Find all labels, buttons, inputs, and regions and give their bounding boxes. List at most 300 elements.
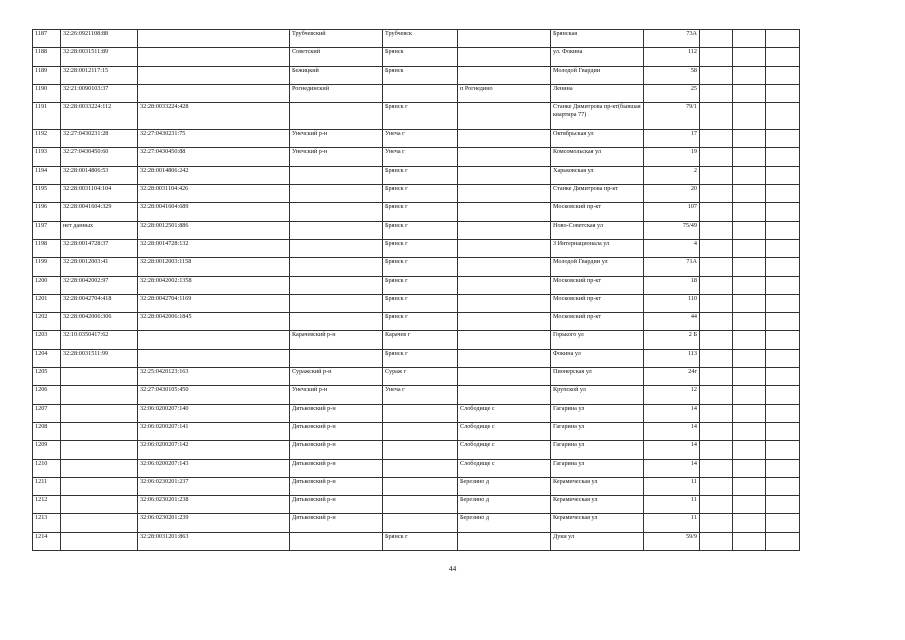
locality-cell [458, 294, 551, 312]
cadastral-number-cell [61, 496, 138, 514]
table-row [33, 203, 800, 221]
city-cell: Трубчевск [383, 30, 458, 48]
house-cell: 79/1 [644, 103, 700, 130]
empty-cell [700, 514, 733, 532]
empty-cell [700, 48, 733, 66]
row-number-cell: 1213 [33, 514, 61, 532]
cadastral-number-2-cell [138, 66, 290, 84]
cadastral-number-cell: 32:28:0012117:15 [61, 66, 138, 84]
empty-cell [766, 84, 800, 102]
empty-cell [700, 368, 733, 386]
empty-cell [733, 48, 766, 66]
house-cell: 14 [644, 459, 700, 477]
empty-cell [700, 459, 733, 477]
empty-cell [766, 221, 800, 239]
cadastral-number-2-cell: 32:28:0042006:1845 [138, 313, 290, 331]
city-cell: Брянск г [383, 166, 458, 184]
street-cell: Станке Димитрова пр-кт(бывшая квартира 77) [551, 103, 644, 130]
table-row [33, 532, 800, 550]
cadastral-number-2-cell: 32:28:0031201:863 [138, 532, 290, 550]
locality-cell [458, 103, 551, 130]
house-cell: 71А [644, 258, 700, 276]
table-row [33, 386, 800, 404]
house-cell: 58 [644, 66, 700, 84]
cadastral-number-cell: 32:28:0042002:97 [61, 276, 138, 294]
empty-cell [733, 148, 766, 166]
table-row [33, 148, 800, 166]
house-cell: 11 [644, 496, 700, 514]
locality-cell: Березино д [458, 496, 551, 514]
house-cell: 75/49 [644, 221, 700, 239]
empty-cell [733, 30, 766, 48]
locality-cell [458, 368, 551, 386]
cadastral-number-cell: 32:27:0430231:28 [61, 130, 138, 148]
row-number-cell: 1198 [33, 239, 61, 257]
row-number-cell: 1202 [33, 313, 61, 331]
empty-cell [700, 496, 733, 514]
table-row [33, 496, 800, 514]
registry-table-body [33, 30, 800, 551]
locality-cell [458, 130, 551, 148]
district-cell: Дятьковский р-н [290, 404, 383, 422]
cadastral-number-cell [61, 459, 138, 477]
table-row [33, 239, 800, 257]
house-cell: 17 [644, 130, 700, 148]
district-cell: Унечский р-н [290, 130, 383, 148]
cadastral-number-cell: 32:28:0031104:104 [61, 185, 138, 203]
district-cell: Советский [290, 48, 383, 66]
empty-cell [733, 386, 766, 404]
cadastral-number-cell: 32:28:0014728:37 [61, 239, 138, 257]
cadastral-number-2-cell: 32:06:0200207:142 [138, 441, 290, 459]
locality-cell: Слободище с [458, 404, 551, 422]
cadastral-number-cell: 32:27:0430450:60 [61, 148, 138, 166]
empty-cell [733, 294, 766, 312]
cadastral-number-2-cell [138, 48, 290, 66]
street-cell: Брянская [551, 30, 644, 48]
table-row [33, 514, 800, 532]
empty-cell [700, 148, 733, 166]
cadastral-number-2-cell [138, 84, 290, 102]
street-cell: 3 Интернационала ул [551, 239, 644, 257]
street-cell: Гагарина ул [551, 404, 644, 422]
row-number-cell: 1194 [33, 166, 61, 184]
locality-cell [458, 331, 551, 349]
row-number-cell: 1191 [33, 103, 61, 130]
house-cell: 107 [644, 203, 700, 221]
city-cell: Брянск г [383, 532, 458, 550]
empty-cell [766, 313, 800, 331]
cadastral-number-2-cell: 32:28:0033224:428 [138, 103, 290, 130]
empty-cell [700, 130, 733, 148]
cadastral-number-2-cell: 32:28:0041604:689 [138, 203, 290, 221]
table-row [33, 130, 800, 148]
city-cell [383, 477, 458, 495]
house-cell: 4 [644, 239, 700, 257]
row-number-cell: 1197 [33, 221, 61, 239]
house-cell: 113 [644, 349, 700, 367]
empty-cell [700, 203, 733, 221]
cadastral-number-cell [61, 422, 138, 440]
empty-cell [766, 130, 800, 148]
house-cell: 14 [644, 422, 700, 440]
street-cell: Ново-Советская ул [551, 221, 644, 239]
empty-cell [733, 66, 766, 84]
empty-cell [766, 103, 800, 130]
cadastral-number-2-cell: 32:06:0230201:239 [138, 514, 290, 532]
empty-cell [733, 221, 766, 239]
house-cell: 44 [644, 313, 700, 331]
table-row [33, 441, 800, 459]
cadastral-number-2-cell: 32:06:0200207:143 [138, 459, 290, 477]
cadastral-number-2-cell: 32:06:0230201:237 [138, 477, 290, 495]
cadastral-number-cell [61, 514, 138, 532]
district-cell: Рогнединский [290, 84, 383, 102]
street-cell: Комсомольская ул [551, 148, 644, 166]
empty-cell [766, 239, 800, 257]
house-cell: 14 [644, 441, 700, 459]
locality-cell [458, 221, 551, 239]
empty-cell [733, 422, 766, 440]
locality-cell [458, 203, 551, 221]
empty-cell [700, 294, 733, 312]
locality-cell: Березино д [458, 514, 551, 532]
empty-cell [733, 496, 766, 514]
table-row [33, 84, 800, 102]
table-row [33, 185, 800, 203]
cadastral-number-2-cell [138, 30, 290, 48]
table-row [33, 331, 800, 349]
street-cell: Молодой Гвардии [551, 66, 644, 84]
district-cell [290, 294, 383, 312]
locality-cell [458, 30, 551, 48]
cadastral-number-2-cell: 32:28:0042704:1169 [138, 294, 290, 312]
row-number-cell: 1193 [33, 148, 61, 166]
table-row [33, 294, 800, 312]
district-cell: Дятьковский р-н [290, 459, 383, 477]
cadastral-number-2-cell: 32:28:0012501:886 [138, 221, 290, 239]
cadastral-number-2-cell [138, 331, 290, 349]
city-cell: Брянск г [383, 276, 458, 294]
page-number: 44 [448, 564, 457, 573]
empty-cell [700, 221, 733, 239]
locality-cell [458, 185, 551, 203]
street-cell: Фокина ул [551, 349, 644, 367]
district-cell [290, 532, 383, 550]
city-cell [383, 496, 458, 514]
city-cell [383, 84, 458, 102]
row-number-cell: 1204 [33, 349, 61, 367]
locality-cell: п Рогнедино [458, 84, 551, 102]
empty-cell [766, 258, 800, 276]
row-number-cell: 1212 [33, 496, 61, 514]
empty-cell [733, 349, 766, 367]
house-cell: 112 [644, 48, 700, 66]
empty-cell [733, 441, 766, 459]
city-cell [383, 441, 458, 459]
city-cell [383, 459, 458, 477]
row-number-cell: 1205 [33, 368, 61, 386]
row-number-cell: 1211 [33, 477, 61, 495]
house-cell: 14 [644, 404, 700, 422]
locality-cell [458, 386, 551, 404]
empty-cell [700, 276, 733, 294]
city-cell [383, 404, 458, 422]
street-cell: Керамическая ул [551, 477, 644, 495]
street-cell: Московский пр-кт [551, 313, 644, 331]
street-cell: Гагарина ул [551, 422, 644, 440]
house-cell: 11 [644, 477, 700, 495]
cadastral-number-2-cell: 32:28:0031104:426 [138, 185, 290, 203]
empty-cell [700, 84, 733, 102]
district-cell: Бежицкий [290, 66, 383, 84]
empty-cell [766, 276, 800, 294]
empty-cell [700, 404, 733, 422]
district-cell [290, 349, 383, 367]
cadastral-number-2-cell [138, 349, 290, 367]
cadastral-number-2-cell: 32:27:0430450:88 [138, 148, 290, 166]
locality-cell [458, 239, 551, 257]
cadastral-number-cell [61, 368, 138, 386]
cadastral-number-2-cell: 32:06:0200207:141 [138, 422, 290, 440]
empty-cell [700, 349, 733, 367]
cadastral-number-cell [61, 532, 138, 550]
empty-cell [733, 331, 766, 349]
table-row [33, 48, 800, 66]
empty-cell [733, 103, 766, 130]
house-cell: 11 [644, 514, 700, 532]
empty-cell [733, 239, 766, 257]
empty-cell [766, 477, 800, 495]
locality-cell [458, 166, 551, 184]
cadastral-number-2-cell: 32:06:0200207:140 [138, 404, 290, 422]
empty-cell [700, 477, 733, 495]
district-cell [290, 203, 383, 221]
empty-cell [766, 203, 800, 221]
locality-cell [458, 349, 551, 367]
empty-cell [733, 313, 766, 331]
street-cell: Керамическая ул [551, 496, 644, 514]
empty-cell [700, 386, 733, 404]
empty-cell [766, 386, 800, 404]
locality-cell: Слободище с [458, 459, 551, 477]
empty-cell [766, 532, 800, 550]
cadastral-number-cell: 32:28:0041604:329 [61, 203, 138, 221]
table-row [33, 477, 800, 495]
table-row [33, 313, 800, 331]
cadastral-number-cell: 32:28:0031511:99 [61, 349, 138, 367]
cadastral-number-cell [61, 386, 138, 404]
street-cell: Октябрьская ул [551, 130, 644, 148]
locality-cell [458, 313, 551, 331]
empty-cell [766, 166, 800, 184]
empty-cell [766, 349, 800, 367]
city-cell: Брянск г [383, 294, 458, 312]
house-cell: 73А [644, 30, 700, 48]
table-row [33, 422, 800, 440]
locality-cell [458, 48, 551, 66]
city-cell: Брянск г [383, 239, 458, 257]
district-cell [290, 258, 383, 276]
locality-cell: Слободище с [458, 422, 551, 440]
district-cell [290, 239, 383, 257]
row-number-cell: 1206 [33, 386, 61, 404]
locality-cell [458, 66, 551, 84]
city-cell: Брянск г [383, 103, 458, 130]
empty-cell [733, 258, 766, 276]
empty-cell [733, 514, 766, 532]
row-number-cell: 1210 [33, 459, 61, 477]
city-cell: Брянск г [383, 221, 458, 239]
row-number-cell: 1189 [33, 66, 61, 84]
street-cell: ул. Фокина [551, 48, 644, 66]
city-cell: Унеча г [383, 130, 458, 148]
empty-cell [733, 368, 766, 386]
house-cell: 25 [644, 84, 700, 102]
district-cell: Суражский р-н [290, 368, 383, 386]
table-row [33, 349, 800, 367]
street-cell: Ленина [551, 84, 644, 102]
row-number-cell: 1195 [33, 185, 61, 203]
empty-cell [733, 203, 766, 221]
cadastral-number-cell: 32:28:0042704:418 [61, 294, 138, 312]
row-number-cell: 1208 [33, 422, 61, 440]
locality-cell [458, 148, 551, 166]
empty-cell [700, 185, 733, 203]
cadastral-number-2-cell: 32:06:0230201:238 [138, 496, 290, 514]
table-row [33, 103, 800, 130]
table-row [33, 66, 800, 84]
house-cell: 18 [644, 276, 700, 294]
city-cell: Унеча г [383, 148, 458, 166]
city-cell: Брянск [383, 66, 458, 84]
cadastral-number-cell: 32:28:0033224:112 [61, 103, 138, 130]
empty-cell [766, 294, 800, 312]
cadastral-number-2-cell: 32:28:0014806:242 [138, 166, 290, 184]
empty-cell [766, 441, 800, 459]
table-row [33, 258, 800, 276]
district-cell: Унечский р-н [290, 386, 383, 404]
street-cell: Горького ул [551, 331, 644, 349]
table-row [33, 368, 800, 386]
street-cell: Дуки ул [551, 532, 644, 550]
street-cell: Московский пр-кт [551, 203, 644, 221]
empty-cell [733, 166, 766, 184]
row-number-cell: 1201 [33, 294, 61, 312]
row-number-cell: 1200 [33, 276, 61, 294]
district-cell [290, 103, 383, 130]
registry-table [32, 29, 800, 551]
district-cell [290, 185, 383, 203]
empty-cell [700, 103, 733, 130]
city-cell: Брянск [383, 48, 458, 66]
locality-cell [458, 258, 551, 276]
street-cell: Гагарина ул [551, 441, 644, 459]
row-number-cell: 1190 [33, 84, 61, 102]
empty-cell [700, 66, 733, 84]
city-cell: Брянск г [383, 349, 458, 367]
district-cell [290, 221, 383, 239]
street-cell: Пионерская ул [551, 368, 644, 386]
cadastral-number-cell: 32:21:0090103:37 [61, 84, 138, 102]
empty-cell [700, 239, 733, 257]
empty-cell [700, 441, 733, 459]
empty-cell [700, 30, 733, 48]
row-number-cell: 1187 [33, 30, 61, 48]
row-number-cell: 1192 [33, 130, 61, 148]
district-cell [290, 166, 383, 184]
table-row [33, 459, 800, 477]
house-cell: 2 Б [644, 331, 700, 349]
house-cell: 110 [644, 294, 700, 312]
city-cell [383, 422, 458, 440]
street-cell: Станке Димитрова пр-кт [551, 185, 644, 203]
cadastral-number-2-cell: 32:27:0430105:450 [138, 386, 290, 404]
row-number-cell: 1199 [33, 258, 61, 276]
empty-cell [766, 422, 800, 440]
empty-cell [733, 532, 766, 550]
row-number-cell: 1203 [33, 331, 61, 349]
table-row [33, 221, 800, 239]
table-row [33, 276, 800, 294]
district-cell: Дятьковский р-н [290, 441, 383, 459]
empty-cell [766, 404, 800, 422]
cadastral-number-2-cell: 32:28:0012003:1158 [138, 258, 290, 276]
empty-cell [766, 48, 800, 66]
street-cell: Крупской ул [551, 386, 644, 404]
district-cell: Трубчевский [290, 30, 383, 48]
empty-cell [766, 185, 800, 203]
cadastral-number-cell: 32:26:0921108:88 [61, 30, 138, 48]
empty-cell [766, 148, 800, 166]
empty-cell [766, 514, 800, 532]
city-cell: Унеча г [383, 386, 458, 404]
table-row [33, 166, 800, 184]
city-cell: Карачев г [383, 331, 458, 349]
house-cell: 12 [644, 386, 700, 404]
street-cell: Гагарина ул [551, 459, 644, 477]
empty-cell [766, 459, 800, 477]
house-cell: 59/9 [644, 532, 700, 550]
empty-cell [733, 130, 766, 148]
cadastral-number-2-cell: 32:27:0430231:75 [138, 130, 290, 148]
cadastral-number-cell: 32:28:0012003:41 [61, 258, 138, 276]
row-number-cell: 1188 [33, 48, 61, 66]
row-number-cell: 1214 [33, 532, 61, 550]
city-cell: Брянск г [383, 203, 458, 221]
district-cell: Дятьковский р-н [290, 477, 383, 495]
empty-cell [700, 313, 733, 331]
street-cell: Молодой Гвардии ул [551, 258, 644, 276]
empty-cell [700, 532, 733, 550]
city-cell: Сураж г [383, 368, 458, 386]
district-cell: Дятьковский р-н [290, 496, 383, 514]
empty-cell [733, 459, 766, 477]
empty-cell [766, 331, 800, 349]
cadastral-number-cell: 32:28:0042006:306 [61, 313, 138, 331]
house-cell: 24г [644, 368, 700, 386]
cadastral-number-cell: 32:28:0014806:53 [61, 166, 138, 184]
locality-cell [458, 532, 551, 550]
cadastral-number-2-cell: 32:28:0042002:1358 [138, 276, 290, 294]
city-cell: Брянск г [383, 258, 458, 276]
cadastral-number-2-cell: 32:28:0014728:132 [138, 239, 290, 257]
cadastral-number-cell: 32:10:0350417:62 [61, 331, 138, 349]
district-cell: Унечский р-н [290, 148, 383, 166]
cadastral-number-cell: 32:28:0031511:89 [61, 48, 138, 66]
street-cell: Керамическая ул [551, 514, 644, 532]
table-row [33, 404, 800, 422]
